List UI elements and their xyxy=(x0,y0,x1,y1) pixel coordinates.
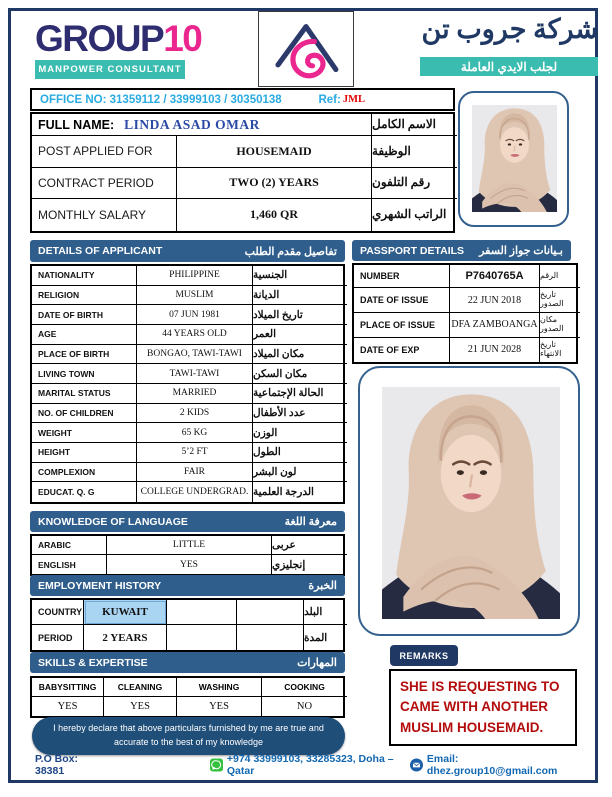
row-arabic: الديانة xyxy=(253,286,347,306)
skill-value: NO xyxy=(296,701,313,712)
passport-number: P7640765A xyxy=(450,265,540,288)
language-title: KNOWLEDGE OF LANGUAGE xyxy=(38,515,188,528)
row-arabic: إنجليزي xyxy=(272,559,306,571)
row-arabic: الحالة الإجتماعية xyxy=(253,384,347,404)
passport-title-arabic: بـيانات جواز السفر xyxy=(479,245,563,257)
portrait-illustration xyxy=(472,105,557,212)
brand-tagline-band xyxy=(35,60,185,79)
row-arabic: مكان الصدور xyxy=(540,313,580,338)
row-label: NUMBER xyxy=(354,265,450,288)
row-label: AGE xyxy=(32,325,137,345)
arabic-tagline: لجلب الايدي العاملة xyxy=(460,59,558,74)
applicant-photo-small xyxy=(472,105,557,212)
declaration-banner xyxy=(32,717,345,755)
identity-table xyxy=(30,112,455,233)
phone-group xyxy=(210,753,410,777)
language-table xyxy=(30,534,345,576)
details-title-arabic: تفاصيل مقدم الطلب xyxy=(244,245,337,258)
row-value: MARRIED xyxy=(137,384,253,404)
applicant-photo-card-small xyxy=(458,91,569,227)
row-value: TWO (2) YEARS xyxy=(177,168,372,200)
row-label: WEIGHT xyxy=(32,423,137,443)
skill-value: YES xyxy=(32,697,104,716)
row-label: ENGLISH xyxy=(32,555,107,574)
portrait-illustration xyxy=(382,387,560,619)
row-label: DATE OF ISSUE xyxy=(354,288,450,313)
pobox-text: P.O Box: 38381 xyxy=(35,753,78,777)
row-arabic: مكان السكن xyxy=(253,364,347,384)
row-value: LITTLE xyxy=(107,536,272,555)
skill-value: YES xyxy=(177,697,262,716)
brand-logo xyxy=(35,20,201,57)
row-label: MARITAL STATUS xyxy=(32,384,137,404)
brand-group-text: GROUP xyxy=(35,18,164,59)
row-label: COUNTRY xyxy=(32,600,84,625)
row-label: RELIGION xyxy=(32,286,137,306)
empty-cell xyxy=(237,600,304,625)
skill-column: WASHING xyxy=(177,678,262,697)
full-name-cell xyxy=(32,114,372,136)
passport-section-header xyxy=(352,240,571,261)
row-arabic: الجنسية xyxy=(253,266,347,286)
row-value: DFA ZAMBOANGA xyxy=(450,313,540,338)
row-label: PLACE OF ISSUE xyxy=(354,313,450,338)
skills-title-arabic: المهارات xyxy=(297,657,337,669)
row-arabic: البلد xyxy=(304,600,347,625)
employment-country-value: KUWAIT xyxy=(84,600,167,625)
full-name-value: LINDA ASAD OMAR xyxy=(124,116,260,132)
skill-column: BABYSITTING xyxy=(32,678,104,697)
brand-ten-text: 10 xyxy=(163,18,202,59)
row-value: 5’2 FT xyxy=(137,443,253,463)
row-arabic: العمر xyxy=(253,325,347,345)
details-table xyxy=(30,264,345,504)
row-arabic: عدد الأطفال xyxy=(253,404,347,424)
skill-column: CLEANING xyxy=(104,678,177,697)
row-arabic: لون البشر xyxy=(253,463,347,483)
employment-period-value: 2 YEARS xyxy=(84,625,167,650)
row-label: PLACE OF BIRTH xyxy=(32,345,137,365)
row-arabic: الرقم xyxy=(540,265,580,288)
row-arabic: رقم التلفون xyxy=(372,168,457,200)
row-value: PHILIPPINE xyxy=(137,266,253,286)
email-group xyxy=(410,753,580,777)
row-label: COMPLEXION xyxy=(32,463,137,483)
arabic-tagline-band xyxy=(420,57,598,76)
row-value: MUSLIM xyxy=(137,286,253,306)
row-label: LIVING TOWN xyxy=(32,364,137,384)
row-value: 22 JUN 2018 xyxy=(450,288,540,313)
row-value: 44 YEARS OLD xyxy=(137,325,253,345)
row-value: HOUSEMAID xyxy=(177,136,372,168)
skill-column: COOKING xyxy=(262,678,347,697)
row-arabic: الطول xyxy=(253,443,347,463)
arabic-company-title: شركة جروب تن xyxy=(421,14,598,44)
skills-section-header xyxy=(30,652,345,673)
row-label: DATE OF BIRTH xyxy=(32,305,137,325)
row-value: FAIR xyxy=(137,463,253,483)
language-section-header xyxy=(30,511,345,532)
employment-section-header xyxy=(30,575,345,596)
row-arabic: الراتب الشهري xyxy=(372,207,447,222)
row-label: ARABIC xyxy=(32,536,107,555)
details-section-header xyxy=(30,240,345,262)
row-label: HEIGHT xyxy=(32,443,137,463)
row-value: 07 JUN 1981 xyxy=(137,305,253,325)
email-text: Email: dhez.group10@gmail.com xyxy=(426,753,558,777)
row-value: 2 KIDS xyxy=(137,404,253,424)
full-name-label: FULL NAME: xyxy=(38,117,115,132)
row-label: MONTHLY SALARY xyxy=(32,199,177,231)
row-arabic: المدة xyxy=(304,632,328,644)
skill-value: YES xyxy=(104,697,177,716)
row-arabic: تاريخ الصدور xyxy=(540,288,580,313)
office-number-box xyxy=(30,88,455,111)
applicant-photo-large xyxy=(382,387,560,619)
row-label: POST APPLIED FOR xyxy=(32,136,177,168)
skills-table xyxy=(30,676,345,718)
row-arabic: الوزن xyxy=(253,423,347,443)
center-logo-box xyxy=(258,11,354,87)
drop-swirl-logo-icon xyxy=(264,16,348,82)
row-value: 65 KG xyxy=(137,423,253,443)
phone-text: +974 33999103, 33285323, Doha – Qatar xyxy=(226,753,394,777)
details-title: DETAILS OF APPLICANT xyxy=(38,245,163,257)
row-label: NO. OF CHILDREN xyxy=(32,404,137,424)
passport-table xyxy=(352,263,578,364)
row-value: YES xyxy=(107,555,272,574)
passport-title: PASSPORT DETAILS xyxy=(360,244,465,257)
row-arabic: مكان الميلاد xyxy=(253,345,347,365)
row-value: BONGAO, TAWI-TAWI xyxy=(137,345,253,365)
ref-value: JML xyxy=(342,94,365,105)
row-arabic: الوظيفة xyxy=(372,136,457,168)
brand-tagline: MANPOWER CONSULTANT xyxy=(38,64,182,75)
ref-label: Ref: xyxy=(318,93,341,106)
row-label: PERIOD xyxy=(32,625,84,650)
row-value: 1,460 QR xyxy=(177,199,372,231)
empty-cell xyxy=(167,600,237,625)
declaration-text: I hereby declare that above particulars furnished by me are true and accurate to the best of my knowledge xyxy=(53,723,324,747)
row-arabic: تاريخ الميلاد xyxy=(253,305,347,325)
employment-title: EMPLOYMENT HISTORY xyxy=(38,579,162,592)
row-value: 21 JUN 2028 xyxy=(450,338,540,363)
remarks-box xyxy=(389,669,577,746)
employment-title-arabic: الخبرة xyxy=(308,580,337,592)
employment-table xyxy=(30,598,345,652)
row-value: COLLEGE UNDERGRAD. xyxy=(137,482,253,502)
skills-title: SKILLS & EXPERTISE xyxy=(38,656,148,669)
row-label: NATIONALITY xyxy=(32,266,137,286)
language-title-arabic: معرفة اللغة xyxy=(284,516,337,528)
whatsapp-icon xyxy=(210,758,223,772)
row-label: DATE OF EXP xyxy=(354,338,450,363)
remarks-header xyxy=(390,645,458,666)
empty-cell xyxy=(237,625,304,650)
row-arabic: عربى xyxy=(272,536,347,555)
full-name-arabic: الاسم الكامل xyxy=(372,114,457,136)
remarks-title: REMARKS xyxy=(399,650,449,661)
row-label: CONTRACT PERIOD xyxy=(32,168,177,200)
row-label: EDUCAT. Q. G xyxy=(32,482,137,502)
footer xyxy=(30,754,582,776)
applicant-photo-card-large xyxy=(358,366,580,636)
empty-cell xyxy=(167,625,237,650)
office-number: OFFICE NO: 31359112 / 33999103 / 30350138 xyxy=(40,93,282,106)
row-value: TAWI-TAWI xyxy=(137,364,253,384)
email-icon xyxy=(410,758,423,772)
row-arabic: تاريخ الانتهاء xyxy=(540,339,562,358)
remarks-text: SHE IS REQUESTING TO CAME WITH ANOTHER MUSLIM HOUSEMAID. xyxy=(400,679,560,735)
row-arabic: الدرجة العلمية xyxy=(253,487,314,499)
